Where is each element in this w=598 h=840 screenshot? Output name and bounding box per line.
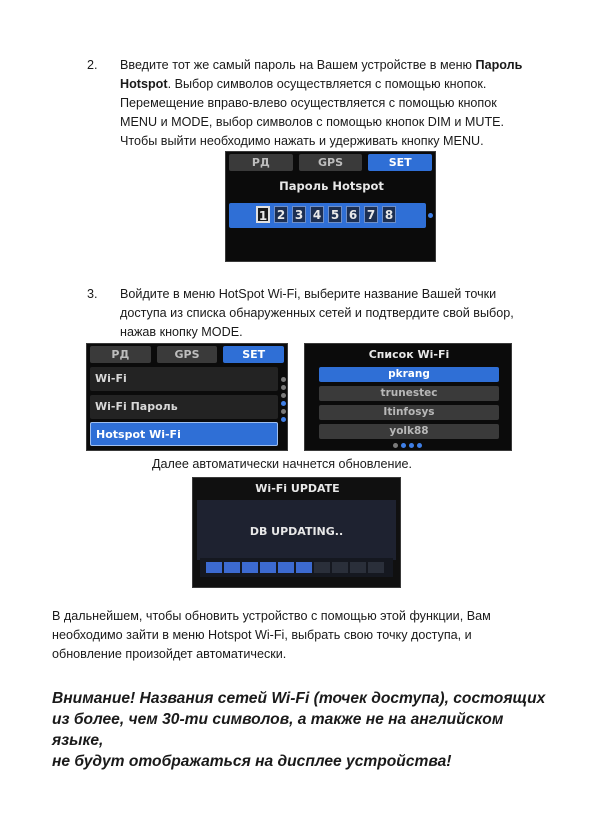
step-line: доступа из списка обнаруженных сетей и подтвердите свой выбор, bbox=[120, 306, 514, 320]
step-line: Чтобы выйти необходимо нажать и удерживать кнопку MENU. bbox=[120, 134, 484, 148]
tab-rd[interactable]: РД bbox=[90, 346, 151, 363]
progress-segment bbox=[350, 562, 366, 573]
step-text bbox=[120, 285, 542, 342]
page-dot bbox=[401, 443, 406, 448]
scroll-dot bbox=[281, 409, 286, 414]
password-char[interactable]: 7 bbox=[364, 206, 378, 223]
scroll-dot bbox=[281, 401, 286, 406]
step-line: Выбор символов осуществляется с помощью кнопок. bbox=[174, 77, 487, 91]
password-char[interactable]: 4 bbox=[310, 206, 324, 223]
paragraph-line: необходимо зайти в меню Hotspot Wi-Fi, выбрать свою точку доступа, и bbox=[52, 628, 472, 642]
update-panel bbox=[197, 500, 396, 560]
step-text bbox=[120, 56, 542, 151]
update-status: DB UPDATING.. bbox=[249, 525, 344, 538]
tab-rd[interactable]: РД bbox=[229, 154, 293, 171]
step-number: 2. bbox=[87, 58, 98, 72]
paragraph-line: В дальнейшем, чтобы обновить устройство с помощью этой функции, Вам bbox=[52, 609, 491, 623]
tab-bar bbox=[229, 154, 432, 171]
step-3 bbox=[87, 285, 547, 343]
tab-gps[interactable]: GPS bbox=[299, 154, 363, 171]
menu-item-hotspot-wifi[interactable]: Hotspot Wi-Fi bbox=[90, 422, 278, 446]
bold-term: Пароль bbox=[475, 58, 523, 72]
page-dot bbox=[393, 443, 398, 448]
screen-title: Список Wi-Fi bbox=[368, 348, 450, 361]
screen-title: Wi-Fi UPDATE bbox=[255, 482, 340, 495]
tab-gps[interactable]: GPS bbox=[157, 346, 218, 363]
tab-set[interactable]: SET bbox=[368, 154, 432, 171]
progress-segment bbox=[296, 562, 312, 573]
scroll-dot bbox=[281, 377, 286, 382]
settings-menu-screen bbox=[86, 343, 288, 451]
menu-item-wifi[interactable]: Wi-Fi bbox=[90, 367, 278, 391]
final-paragraph bbox=[52, 607, 542, 664]
page-indicator bbox=[393, 443, 422, 448]
warning-line: Внимание! Названия сетей Wi-Fi (точек доступа), состоящих bbox=[52, 690, 546, 707]
scroll-indicator bbox=[281, 377, 286, 422]
auto-update-note: Далее автоматически начнется обновление. bbox=[152, 457, 412, 471]
progress-segment bbox=[368, 562, 384, 573]
tab-set[interactable]: SET bbox=[223, 346, 284, 363]
page-dot bbox=[409, 443, 414, 448]
step-line: Перемещение вправо-влево осуществляется с помощью кнопок bbox=[120, 96, 497, 110]
scroll-dot bbox=[281, 385, 286, 390]
step-number: 3. bbox=[87, 287, 98, 301]
step-line: . bbox=[167, 77, 175, 91]
paragraph-line: обновление произойдет автоматически. bbox=[52, 647, 287, 661]
progress-segment bbox=[260, 562, 276, 573]
page-dot bbox=[417, 443, 422, 448]
password-char[interactable]: 1 bbox=[256, 206, 270, 223]
menu-item-wifi-password[interactable]: Wi-Fi Пароль bbox=[90, 395, 278, 419]
step-line: MENU и MODE, выбор символов с помощью кнопок DIM и MUTE. bbox=[120, 115, 505, 129]
progress-bar bbox=[200, 558, 393, 577]
wifi-list-screen bbox=[304, 343, 512, 451]
scroll-dot bbox=[281, 417, 286, 422]
password-char[interactable]: 6 bbox=[346, 206, 360, 223]
warning-line: не будут отображаться на дисплее устройства! bbox=[52, 753, 452, 770]
wifi-network-item[interactable]: yolk88 bbox=[319, 424, 499, 439]
password-char[interactable]: 8 bbox=[382, 206, 396, 223]
wifi-network-item[interactable]: trunestec bbox=[319, 386, 499, 401]
progress-segment bbox=[224, 562, 240, 573]
password-char[interactable]: 2 bbox=[274, 206, 288, 223]
progress-segment bbox=[332, 562, 348, 573]
wifi-network-item[interactable]: Itinfosys bbox=[319, 405, 499, 420]
step-line: Введите тот же самый пароль на Вашем устройстве в меню bbox=[120, 58, 473, 72]
warning-notice bbox=[52, 688, 552, 772]
wifi-update-screen bbox=[192, 477, 401, 588]
password-field[interactable] bbox=[229, 203, 426, 228]
progress-segment bbox=[278, 562, 294, 573]
password-char[interactable]: 5 bbox=[328, 206, 342, 223]
progress-segment bbox=[242, 562, 258, 573]
scroll-dot bbox=[281, 393, 286, 398]
password-char[interactable]: 3 bbox=[292, 206, 306, 223]
step-line: Войдите в меню HotSpot Wi-Fi, выберите название Вашей точки bbox=[120, 287, 497, 301]
scroll-indicator bbox=[428, 213, 433, 218]
warning-line: из более, чем 30-ти символов, а также не на английском языке, bbox=[52, 711, 504, 749]
progress-segment bbox=[206, 562, 222, 573]
tab-bar bbox=[90, 346, 284, 363]
bold-term: Hotspot bbox=[120, 77, 168, 91]
hotspot-password-screen bbox=[225, 151, 436, 262]
step-2 bbox=[87, 56, 547, 152]
step-line: нажав кнопку MODE. bbox=[120, 325, 243, 339]
screen-title: Пароль Hotspot bbox=[279, 179, 384, 193]
wifi-network-item[interactable]: pkrang bbox=[319, 367, 499, 382]
progress-segment bbox=[314, 562, 330, 573]
